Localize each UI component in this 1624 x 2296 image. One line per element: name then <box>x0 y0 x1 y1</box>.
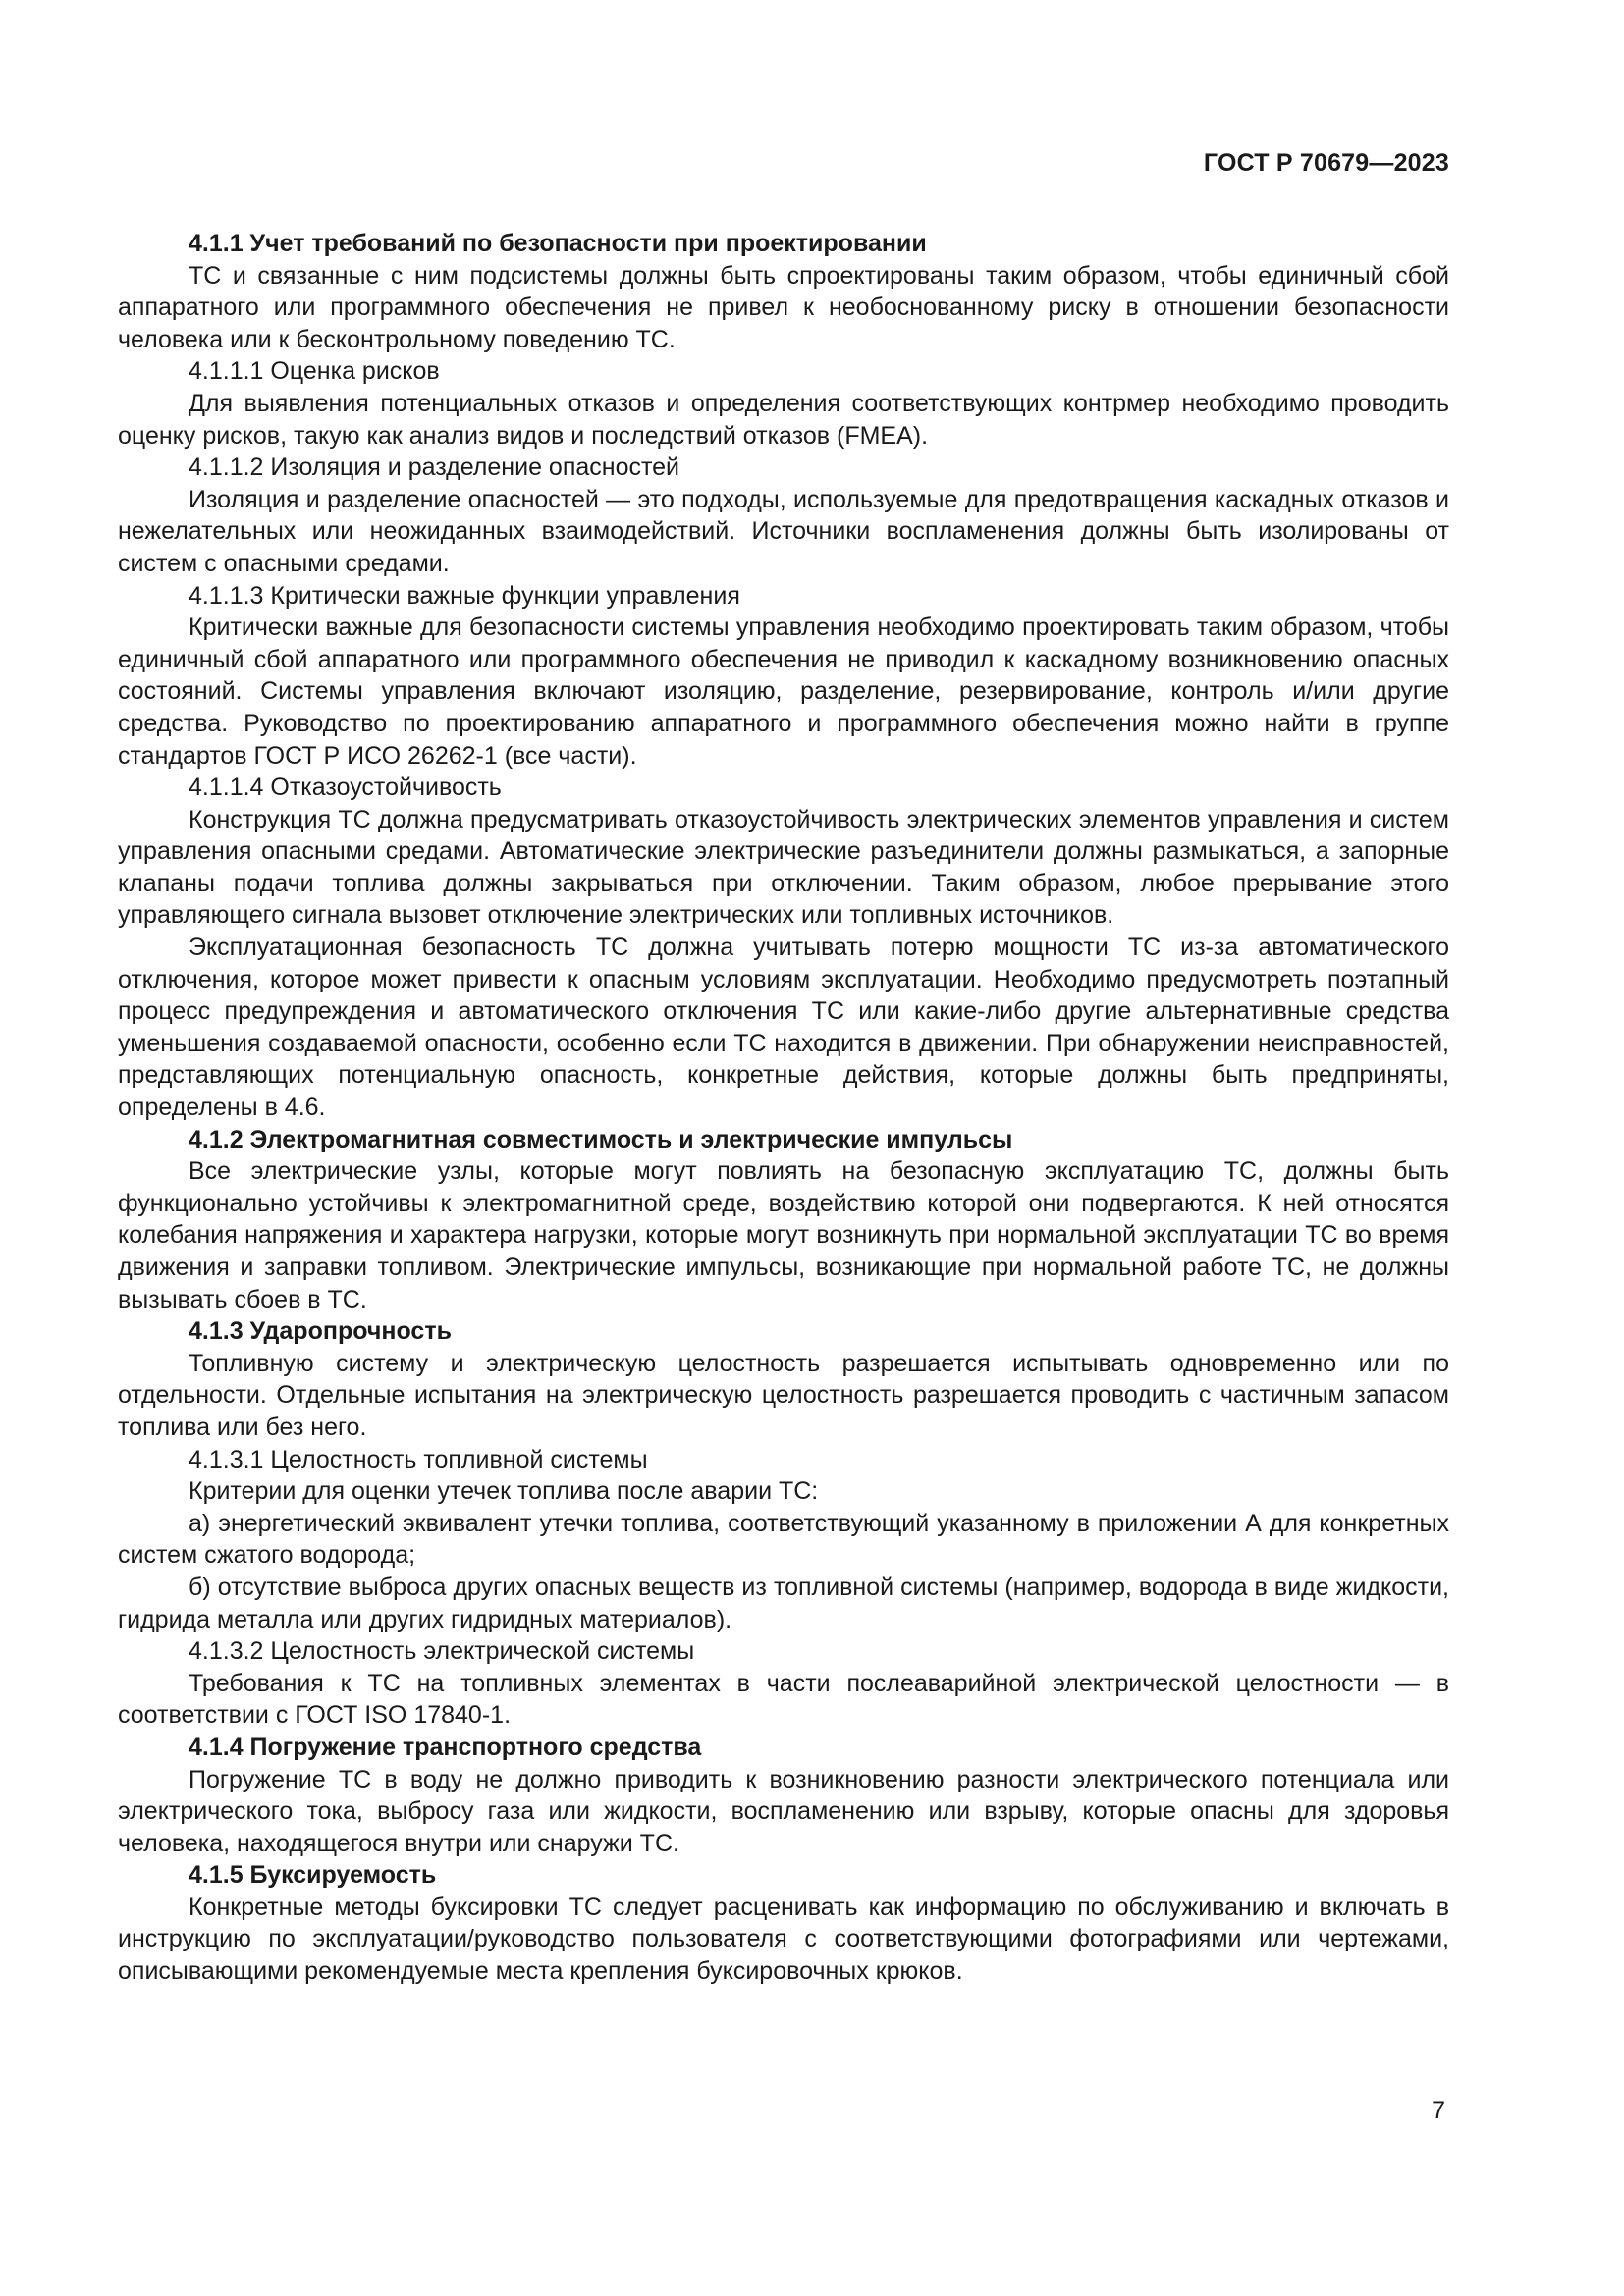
paragraph: 4.1.1.1 Оценка рисков <box>189 357 440 386</box>
paragraph: 4.1.3.2 Целостность электрической системы <box>189 1637 695 1666</box>
section-heading: 4.1.5 Буксируемость <box>189 1861 437 1890</box>
paragraph: Все электрические узлы, которые могут повлиять на безопасную эксплуатацию ТС, должны быть функционально устойчивы к электромагнитной среде, воздействию которой они подвергаются. К ней относятся колебания напряжения и характера нагрузки, которые могут возникнуть при нормальной эксплуатации ТС во время движения и заправки топливом. Электрические импульсы, возникающие при нормальной работе ТС, не должны вызывать сбоев в ТС. <box>118 1157 1449 1313</box>
section-heading: 4.1.3 Ударопрочность <box>189 1317 452 1346</box>
document-body <box>118 228 1449 1988</box>
paragraph: 4.1.1.4 Отказоустойчивость <box>189 774 502 802</box>
section-heading: 4.1.2 Электромагнитная совместимость и электрические импульсы <box>189 1125 1013 1153</box>
paragraph: Критически важные для безопасности системы управления необходимо проектировать таким образом, чтобы единичный сбой аппаратного или программного обеспечения не приводил к каскадному возникновению опасных состояний. Системы управления включают изоляцию, разделение, резервирование, контроль и/или другие средства. Руководство по проектированию аппаратного и программного обеспечения можно найти в группе стандартов ГОСТ Р ИСО 26262-1 (все части). <box>118 614 1449 770</box>
paragraph: 4.1.1.2 Изоляция и разделение опасностей <box>189 454 680 482</box>
section-heading: 4.1.4 Погружение транспортного средства <box>189 1733 702 1761</box>
paragraph: ТС и связанные с ним подсистемы должны быть спроектированы таким образом, чтобы единичный сбой аппаратного или программного обеспечения не привел к необоснованному риску в отношении безопасности человека или к бесконтрольному поведению ТС. <box>118 261 1449 353</box>
paragraph: Для выявления потенциальных отказов и определения соответствующих контрмер необходимо проводить оценку рисков, такую как анализ видов и последствий отказов (FMEA). <box>118 389 1449 450</box>
paragraph: б) отсутствие выброса других опасных веществ из топливной системы (например, водорода в виде жидкости, гидрида металла или других гидридных материалов). <box>118 1573 1449 1633</box>
paragraph: Топливную систему и электрическую целостность разрешается испытывать одновременно или по отдельности. Отдельные испытания на электрическую целостность разрешается проводить с частичным запасом топлива или без него. <box>118 1349 1449 1441</box>
paragraph: Конструкция ТС должна предусматривать отказоустойчивость электрических элементов управления и систем управления опасными средами. Автоматические электрические разъединители должны размыкаться, а запорные клапаны подачи топлива должны закрываться при отключении. Таким образом, любое прерывание этого управляющего сигнала вызовет отключение электрических или топливных источников. <box>118 805 1449 930</box>
paragraph: Критерии для оценки утечек топлива после аварии ТС: <box>189 1477 819 1506</box>
paragraph: 4.1.3.1 Целостность топливной системы <box>189 1445 648 1473</box>
paragraph: 4.1.1.3 Критически важные функции управления <box>189 581 740 610</box>
page-number: 7 <box>1432 2097 1445 2124</box>
document-id-header: ГОСТ Р 70679—2023 <box>1203 149 1449 177</box>
paragraph: Эксплуатационная безопасность ТС должна учитывать потерю мощности ТС из-за автоматического отключения, которое может привести к опасным условиям эксплуатации. Необходимо предусмотреть поэтапный процесс предупреждения и автоматического отключения ТС или какие-либо другие альтернативные средства уменьшения создаваемой опасности, особенно если ТС находится в движении. При обнаружении неисправностей, представляющих потенциальную опасность, конкретные действия, которые должны быть предприняты, определены в 4.6. <box>118 934 1449 1122</box>
section-heading: 4.1.1 Учет требований по безопасности при проектировании <box>189 230 927 257</box>
paragraph: Изоляция и разделение опасностей — это подходы, используемые для предотвращения каскадных отказов и нежелательных или неожиданных взаимодействий. Источники воспламенения должны быть изолированы от систем с опасными средами. <box>118 485 1449 577</box>
paragraph: Погружение ТС в воду не должно приводить к возникновению разности электрического потенциала или электрического тока, выбросу газа или жидкости, воспламенению или взрыву, которые опасны для здоровья человека, находящегося внутри или снаружи ТС. <box>118 1765 1449 1857</box>
paragraph: Требования к ТС на топливных элементах в части послеаварийной электрической целостности — в соответствии с ГОСТ ISO 17840-1. <box>118 1669 1449 1730</box>
paragraph: а) энергетический эквивалент утечки топлива, соответствующий указанному в приложении А для конкретных систем сжатого водорода; <box>118 1509 1449 1570</box>
paragraph: Конкретные методы буксировки ТС следует расценивать как информацию по обслуживанию и включать в инструкцию по эксплуатации/руководство пользователя с соответствующими фотографиями или чертежами, описывающими рекомендуемые места крепления буксировочных крюков. <box>118 1893 1449 1986</box>
